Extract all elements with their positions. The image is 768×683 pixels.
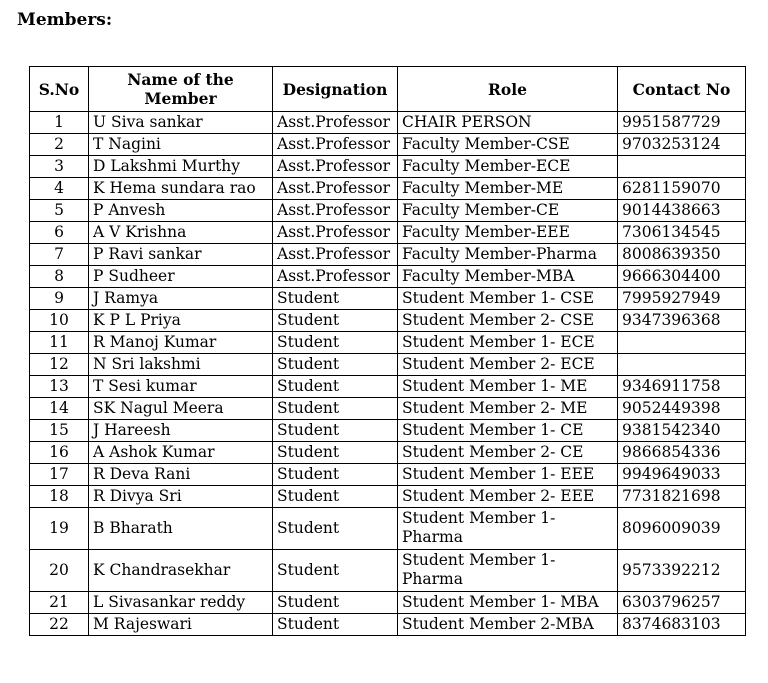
table-row — [30, 244, 746, 266]
cell-role: Student Member 1- Pharma — [398, 550, 618, 592]
cell-name: SK Nagul Meera — [89, 398, 273, 420]
cell-name: T Sesi kumar — [89, 376, 273, 398]
cell-designation: Student — [273, 592, 398, 614]
table-row — [30, 442, 746, 464]
cell-role: Student Member 1- MBA — [398, 592, 618, 614]
table-row — [30, 156, 746, 178]
cell-designation: Student — [273, 442, 398, 464]
header-designation: Designation — [273, 67, 398, 112]
cell-designation: Asst.Professor — [273, 134, 398, 156]
cell-contact: 9666304400 — [618, 266, 746, 288]
table-row — [30, 134, 746, 156]
cell-role: Student Member 1- CSE — [398, 288, 618, 310]
cell-role: Faculty Member-ME — [398, 178, 618, 200]
cell-name: B Bharath — [89, 508, 273, 550]
cell-role: Student Member 1- Pharma — [398, 508, 618, 550]
table-row — [30, 464, 746, 486]
cell-contact: 7306134545 — [618, 222, 746, 244]
cell-designation: Asst.Professor — [273, 244, 398, 266]
cell-sno: 7 — [30, 244, 89, 266]
table-row — [30, 222, 746, 244]
cell-contact: 9347396368 — [618, 310, 746, 332]
cell-contact: 7731821698 — [618, 486, 746, 508]
cell-contact: 8096009039 — [618, 508, 746, 550]
cell-name: P Sudheer — [89, 266, 273, 288]
table-row — [30, 486, 746, 508]
table-row — [30, 376, 746, 398]
cell-role: Student Member 2-MBA — [398, 614, 618, 636]
table-row — [30, 266, 746, 288]
cell-sno: 14 — [30, 398, 89, 420]
table-row — [30, 614, 746, 636]
cell-sno: 16 — [30, 442, 89, 464]
table-row — [30, 178, 746, 200]
members-table — [29, 66, 746, 636]
cell-sno: 11 — [30, 332, 89, 354]
cell-role: Student Member 2- ECE — [398, 354, 618, 376]
table-row — [30, 420, 746, 442]
cell-name: A V Krishna — [89, 222, 273, 244]
cell-role: CHAIR PERSON — [398, 112, 618, 134]
cell-designation: Student — [273, 508, 398, 550]
cell-name: T Nagini — [89, 134, 273, 156]
cell-name: P Anvesh — [89, 200, 273, 222]
cell-sno: 2 — [30, 134, 89, 156]
cell-contact: 9866854336 — [618, 442, 746, 464]
cell-designation: Student — [273, 486, 398, 508]
cell-designation: Asst.Professor — [273, 178, 398, 200]
header-role: Role — [398, 67, 618, 112]
cell-sno: 4 — [30, 178, 89, 200]
cell-sno: 18 — [30, 486, 89, 508]
cell-designation: Student — [273, 398, 398, 420]
cell-sno: 5 — [30, 200, 89, 222]
cell-name: U Siva sankar — [89, 112, 273, 134]
cell-designation: Asst.Professor — [273, 222, 398, 244]
cell-contact — [618, 156, 746, 178]
cell-designation: Student — [273, 288, 398, 310]
cell-designation: Asst.Professor — [273, 156, 398, 178]
cell-contact: 9703253124 — [618, 134, 746, 156]
table-row — [30, 354, 746, 376]
cell-contact: 6281159070 — [618, 178, 746, 200]
cell-contact: 9951587729 — [618, 112, 746, 134]
table-row — [30, 398, 746, 420]
cell-sno: 22 — [30, 614, 89, 636]
cell-role: Student Member 2- CE — [398, 442, 618, 464]
cell-name: M Rajeswari — [89, 614, 273, 636]
cell-designation: Student — [273, 310, 398, 332]
cell-designation: Student — [273, 464, 398, 486]
cell-name: D Lakshmi Murthy — [89, 156, 273, 178]
cell-name: J Ramya — [89, 288, 273, 310]
cell-name: R Divya Sri — [89, 486, 273, 508]
cell-name: K Chandrasekhar — [89, 550, 273, 592]
cell-sno: 15 — [30, 420, 89, 442]
cell-role: Faculty Member-CE — [398, 200, 618, 222]
cell-contact: 9014438663 — [618, 200, 746, 222]
cell-designation: Student — [273, 376, 398, 398]
cell-name: L Sivasankar reddy — [89, 592, 273, 614]
cell-role: Student Member 2- CSE — [398, 310, 618, 332]
cell-contact: 9949649033 — [618, 464, 746, 486]
cell-sno: 10 — [30, 310, 89, 332]
cell-role: Faculty Member-EEE — [398, 222, 618, 244]
cell-contact: 7995927949 — [618, 288, 746, 310]
cell-contact: 6303796257 — [618, 592, 746, 614]
table-row — [30, 200, 746, 222]
cell-contact: 8374683103 — [618, 614, 746, 636]
cell-name: J Hareesh — [89, 420, 273, 442]
cell-sno: 21 — [30, 592, 89, 614]
cell-role: Faculty Member-CSE — [398, 134, 618, 156]
cell-designation: Student — [273, 550, 398, 592]
table-row — [30, 508, 746, 550]
cell-name: K Hema sundara rao — [89, 178, 273, 200]
table-row — [30, 550, 746, 592]
cell-role: Faculty Member-ECE — [398, 156, 618, 178]
cell-role: Faculty Member-MBA — [398, 266, 618, 288]
cell-name: P Ravi sankar — [89, 244, 273, 266]
table-row — [30, 112, 746, 134]
cell-role: Student Member 1- CE — [398, 420, 618, 442]
cell-contact: 9052449398 — [618, 398, 746, 420]
cell-sno: 9 — [30, 288, 89, 310]
cell-sno: 19 — [30, 508, 89, 550]
cell-sno: 6 — [30, 222, 89, 244]
cell-role: Faculty Member-Pharma — [398, 244, 618, 266]
members-table-body — [30, 112, 746, 636]
cell-role: Student Member 1- ECE — [398, 332, 618, 354]
cell-contact: 8008639350 — [618, 244, 746, 266]
header-contact: Contact No — [618, 67, 746, 112]
cell-name: K P L Priya — [89, 310, 273, 332]
header-name: Name of the Member — [89, 67, 273, 112]
table-row — [30, 310, 746, 332]
table-header-row — [30, 67, 746, 112]
cell-designation: Asst.Professor — [273, 266, 398, 288]
cell-role: Student Member 2- ME — [398, 398, 618, 420]
cell-name: A Ashok Kumar — [89, 442, 273, 464]
members-heading: Members: — [17, 10, 113, 30]
cell-contact: 9573392212 — [618, 550, 746, 592]
cell-designation: Asst.Professor — [273, 200, 398, 222]
cell-sno: 17 — [30, 464, 89, 486]
cell-designation: Student — [273, 420, 398, 442]
table-row — [30, 332, 746, 354]
cell-sno: 20 — [30, 550, 89, 592]
cell-name: R Manoj Kumar — [89, 332, 273, 354]
cell-designation: Student — [273, 332, 398, 354]
cell-role: Student Member 1- EEE — [398, 464, 618, 486]
cell-role: Student Member 2- EEE — [398, 486, 618, 508]
cell-designation: Asst.Professor — [273, 112, 398, 134]
cell-designation: Student — [273, 614, 398, 636]
cell-contact — [618, 332, 746, 354]
cell-contact: 9381542340 — [618, 420, 746, 442]
cell-contact: 9346911758 — [618, 376, 746, 398]
cell-contact — [618, 354, 746, 376]
cell-name: R Deva Rani — [89, 464, 273, 486]
header-sno: S.No — [30, 67, 89, 112]
cell-sno: 13 — [30, 376, 89, 398]
table-row — [30, 592, 746, 614]
cell-sno: 3 — [30, 156, 89, 178]
cell-name: N Sri lakshmi — [89, 354, 273, 376]
table-row — [30, 288, 746, 310]
cell-designation: Student — [273, 354, 398, 376]
cell-role: Student Member 1- ME — [398, 376, 618, 398]
cell-sno: 8 — [30, 266, 89, 288]
cell-sno: 12 — [30, 354, 89, 376]
cell-sno: 1 — [30, 112, 89, 134]
